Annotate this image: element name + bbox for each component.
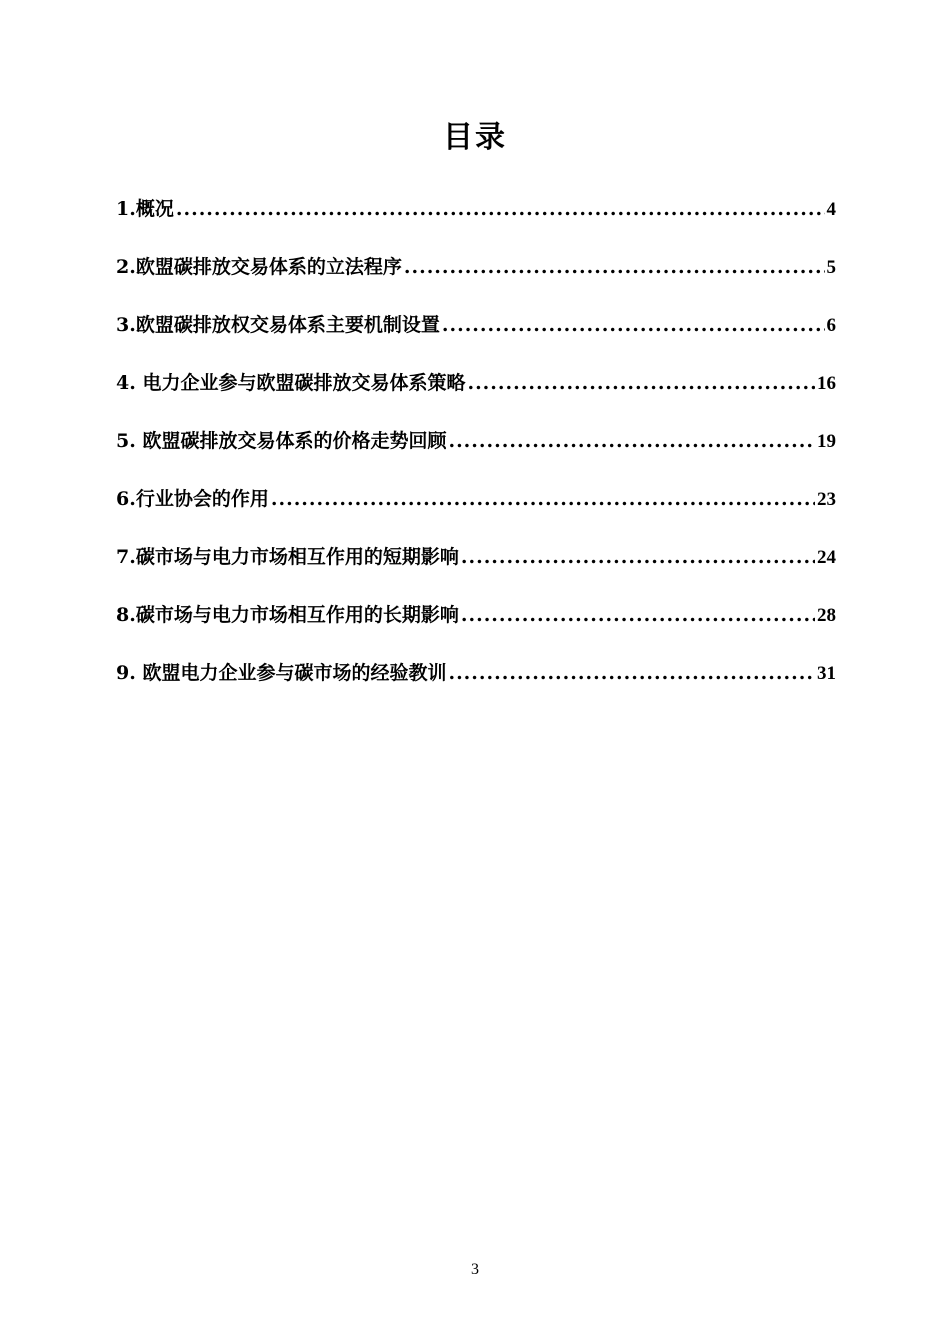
toc-entry-9[interactable] (116, 658, 836, 716)
page-number: 3 (471, 1261, 479, 1278)
toc-entry-5[interactable] (116, 426, 836, 484)
toc-entry-4[interactable] (116, 368, 836, 426)
toc-entry-label: 7.碳市场与电力市场相互作用的短期影响 (116, 546, 459, 568)
toc-entry-label: 5. 欧盟碳排放交易体系的价格走势回顾 (116, 430, 447, 452)
toc-dot-leader (404, 256, 825, 278)
toc-entry-label: 1.概况 (116, 198, 174, 220)
toc-entry-7[interactable] (116, 542, 836, 600)
toc-entry-page: 24 (817, 547, 836, 568)
toc-entry-page: 6 (826, 315, 836, 336)
toc-entry-1[interactable] (116, 194, 836, 252)
toc-entry-3[interactable] (116, 310, 836, 368)
toc-entry-page: 19 (817, 431, 836, 452)
toc-entry-page: 28 (817, 605, 836, 626)
toc-entry-label: 8.碳市场与电力市场相互作用的长期影响 (116, 604, 459, 626)
toc-entry-page: 5 (826, 257, 836, 278)
toc-entry-label: 6.行业协会的作用 (116, 488, 269, 510)
toc-dot-leader (461, 546, 815, 568)
toc-entry-label: 3.欧盟碳排放权交易体系主要机制设置 (116, 314, 440, 336)
toc-entry-page: 23 (817, 489, 836, 510)
toc-entry-6[interactable] (116, 484, 836, 542)
toc-dot-leader (461, 604, 815, 626)
toc-entry-8[interactable] (116, 600, 836, 658)
toc-entry-label: 9. 欧盟电力企业参与碳市场的经验教训 (116, 662, 447, 684)
toc-dot-leader (448, 662, 815, 684)
toc-dot-leader (442, 314, 825, 336)
toc-entry-page: 4 (826, 199, 836, 220)
toc-entry-page: 16 (817, 373, 836, 394)
page-title: 目录 (443, 120, 507, 155)
toc-dot-leader (467, 372, 815, 394)
toc-dot-leader (448, 430, 815, 452)
toc-dot-leader (176, 198, 825, 220)
table-of-contents (116, 194, 836, 716)
toc-entry-page: 31 (817, 663, 836, 684)
toc-entry-label: 4. 电力企业参与欧盟碳排放交易体系策略 (116, 372, 466, 394)
toc-entry-2[interactable] (116, 252, 836, 310)
toc-entry-label: 2.欧盟碳排放交易体系的立法程序 (116, 256, 402, 278)
toc-dot-leader (271, 488, 815, 510)
